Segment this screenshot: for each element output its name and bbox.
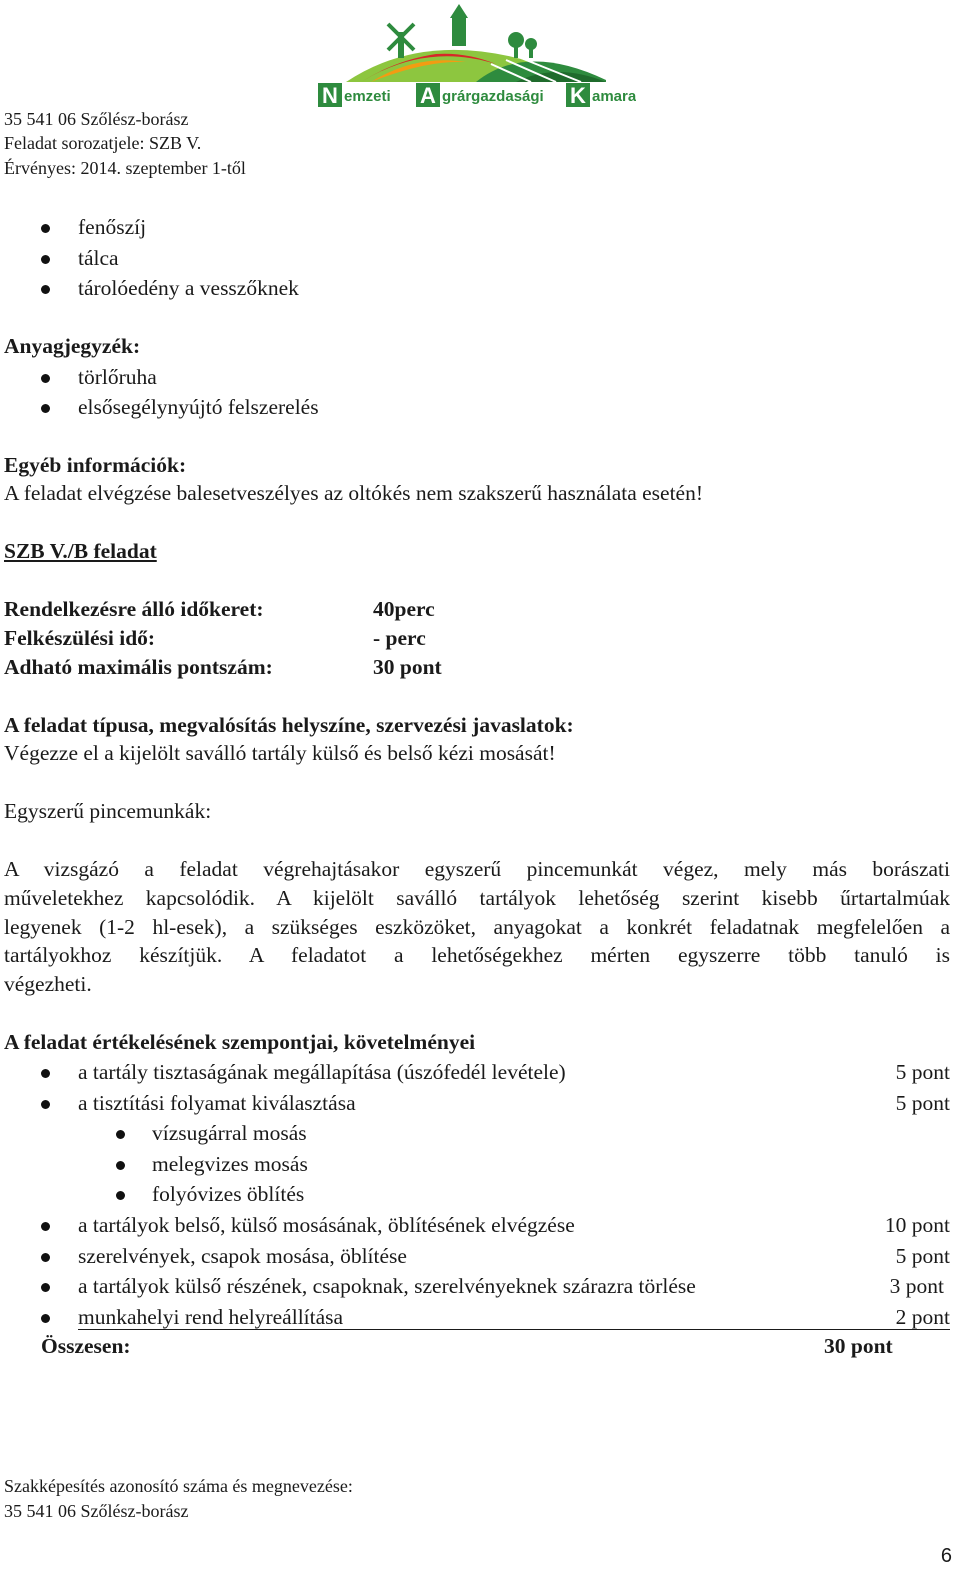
paragraph-line: legyenek (1-2 hl-esek), a szükséges eszközöket, anyagokat a konkrét feladatnak megfelelően a <box>4 915 950 939</box>
time-frame-value: 40perc <box>373 597 435 621</box>
logo-graphic <box>316 2 636 110</box>
evaluation-item-text: a tartály tisztaságának megállapítása (úszófedél levétele) <box>78 1060 566 1084</box>
logo-word-agrargazdasagi: grárgazdasági <box>442 88 544 105</box>
evaluation-item <box>0 1302 960 1332</box>
evaluation-sub-item <box>0 1149 960 1179</box>
evaluation-sub-item <box>0 1118 960 1148</box>
list-item <box>0 243 960 273</box>
logo-word-nemzeti: emzeti <box>344 88 391 105</box>
time-frame-label: Rendelkezésre álló időkeret: <box>4 597 264 621</box>
evaluation-item-points: 5 pont <box>895 1244 950 1268</box>
footer-qualification: 35 541 06 Szőlész-borász <box>4 1501 189 1521</box>
logo-letter-a: A <box>420 83 436 108</box>
evaluation-sub-item-text: vízsugárral mosás <box>152 1121 307 1145</box>
evaluation-sub-item-text: melegvizes mosás <box>152 1152 308 1176</box>
list-item-text: törlőruha <box>78 365 157 389</box>
task-title: SZB V./B feladat <box>4 539 157 563</box>
max-points-label: Adható maximális pontszám: <box>4 655 273 679</box>
evaluation-item-text: munkahelyi rend helyreállítása <box>78 1305 344 1329</box>
evaluation-sub-item-text: folyóvizes öblítés <box>152 1182 305 1206</box>
bullet-icon <box>41 374 50 383</box>
bullet-icon <box>41 1222 50 1231</box>
prep-time-label: Felkészülési idő: <box>4 626 156 650</box>
evaluation-item-text: a tisztítási folyamat kiválasztása <box>78 1091 356 1115</box>
page-number: 6 <box>940 1545 952 1567</box>
task-instruction: Végezze el a kijelölt saválló tartály külső és belső kézi mosását! <box>4 741 556 765</box>
list-item-text: elsősegélynyújtó felszerelés <box>78 395 319 419</box>
bullet-icon <box>41 404 50 413</box>
bullet-icon <box>116 1161 125 1170</box>
evaluation-item-text: szerelvények, csapok mosása, öblítése <box>78 1244 407 1268</box>
bullet-icon <box>41 255 50 264</box>
max-points-value: 30 pont <box>373 655 442 679</box>
logo-letter-n: N <box>322 83 338 108</box>
list-item-text: tálca <box>78 246 119 270</box>
bullet-icon <box>41 1283 50 1292</box>
evaluation-item-text: a tartályok külső részének, csapoknak, szerelvényeknek szárazra törlése <box>78 1274 696 1298</box>
paragraph-line: műveletekhez kapcsolódik. A kijelölt saválló tartályok lehetőség szerint kisebb űrtartalmúak <box>4 886 950 910</box>
total-label: Összesen: <box>41 1334 131 1358</box>
paragraph-line: végezheti. <box>4 972 92 996</box>
evaluation-item <box>0 1241 960 1271</box>
task-type-heading: A feladat típusa, megvalósítás helyszíne, szervezési javaslatok: <box>4 713 574 737</box>
evaluation-item <box>0 1088 960 1118</box>
bullet-icon <box>41 224 50 233</box>
evaluation-item-points: 10 pont <box>884 1213 950 1237</box>
bullet-icon <box>41 1253 50 1262</box>
bullet-icon <box>41 1314 50 1323</box>
evaluation-item-points: 3 pont <box>889 1274 944 1298</box>
other-info-text: A feladat elvégzése balesetveszélyes az oltókés nem szakszerű használata esetén! <box>4 481 704 505</box>
evaluation-heading: A feladat értékelésének szempontjai, követelményei <box>4 1030 476 1054</box>
header-qualification: 35 541 06 Szőlész-borász <box>4 109 189 129</box>
evaluation-item-points: 5 pont <box>895 1060 950 1084</box>
list-item-text: tárolóedény a vesszőknek <box>78 276 299 300</box>
chamber-logo <box>316 2 636 110</box>
list-item <box>0 362 960 392</box>
bullet-icon <box>116 1191 125 1200</box>
evaluation-item-points: 5 pont <box>895 1091 950 1115</box>
evaluation-item <box>0 1210 960 1240</box>
total-points: 30 pont <box>824 1334 893 1358</box>
other-info-heading: Egyéb információk: <box>4 453 187 477</box>
paragraph-line: A vizsgázó a feladat végrehajtásakor egyszerű pincemunkát végez, mely más borászati <box>4 857 950 881</box>
evaluation-item <box>0 1271 960 1301</box>
list-item <box>0 212 960 242</box>
prep-time-value: - perc <box>373 626 426 650</box>
evaluation-item-text: a tartályok belső, külső mosásának, öblítésének elvégzése <box>78 1213 575 1237</box>
list-item-text: fenőszíj <box>78 215 147 239</box>
footer-label: Szakképesítés azonosító száma és megnevezése: <box>4 1476 353 1496</box>
bullet-icon <box>41 1069 50 1078</box>
bullet-icon <box>41 285 50 294</box>
list-item <box>0 392 960 422</box>
list-item <box>0 273 960 303</box>
materials-heading: Anyagjegyzék: <box>4 334 141 358</box>
evaluation-item-points: 2 pont <box>895 1305 950 1329</box>
paragraph-line: tartályokhoz készítjük. A feladatot a lehetőségekhez mérten egyszerre több tanuló is <box>4 943 950 967</box>
header-valid-from: Érvényes: 2014. szeptember 1-től <box>4 158 246 178</box>
evaluation-sub-item <box>0 1179 960 1209</box>
logo-letter-k: K <box>570 83 586 108</box>
evaluation-item <box>0 1057 960 1087</box>
header-series: Feladat sorozatjele: SZB V. <box>4 133 202 153</box>
total-divider <box>78 1329 950 1330</box>
bullet-icon <box>116 1130 125 1139</box>
bullet-icon <box>41 1100 50 1109</box>
logo-word-kamara: amara <box>592 88 636 105</box>
task-subheading: Egyszerű pincemunkák: <box>4 799 212 823</box>
